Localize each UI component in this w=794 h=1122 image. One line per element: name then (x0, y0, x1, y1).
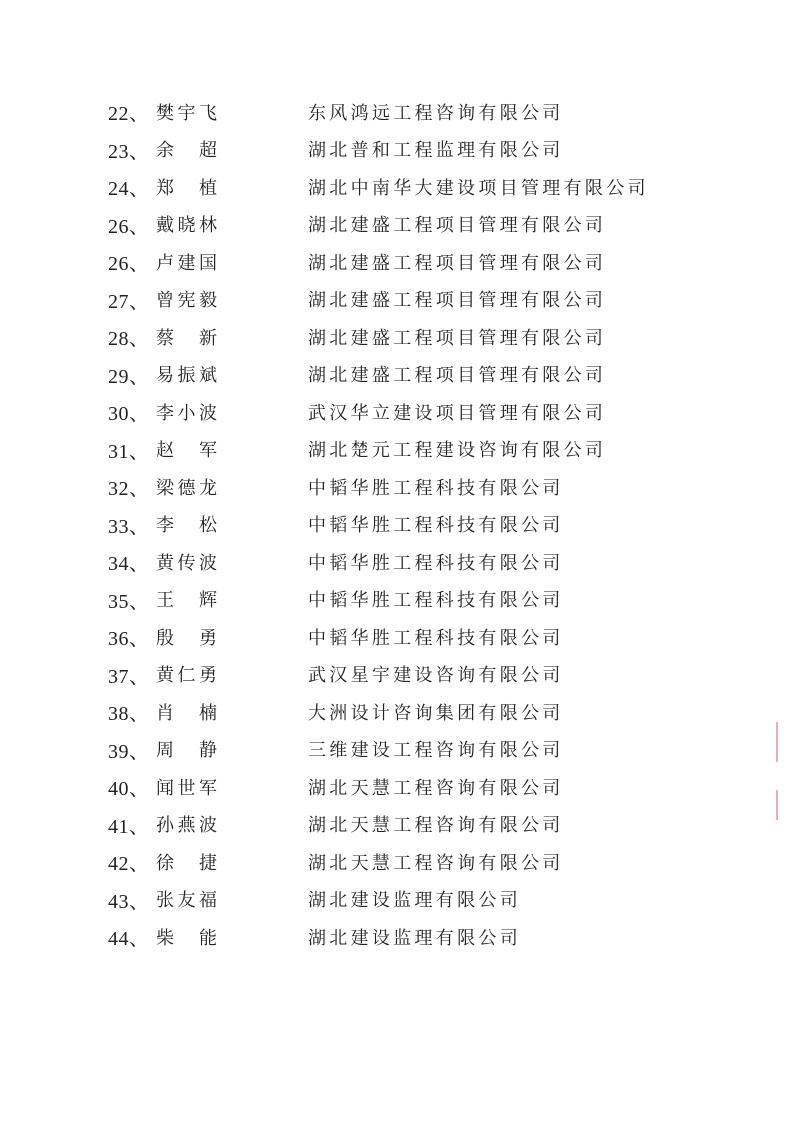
name-character: 世 (177, 777, 197, 799)
person-name (156, 924, 218, 950)
entry-number: 24、 (108, 178, 150, 201)
organization-name: 湖北建盛工程项目管理有限公司 (308, 252, 607, 274)
organization-name: 湖北天慧工程咨询有限公司 (308, 777, 564, 799)
organization-name: 武汉星宇建设咨询有限公司 (308, 665, 564, 687)
list-item (108, 318, 649, 356)
list-item (108, 656, 649, 694)
personnel-list (108, 93, 649, 956)
name-character: 小 (177, 402, 197, 424)
name-character: 戴 (156, 215, 175, 237)
list-item (108, 243, 649, 281)
name-character: 周 (156, 740, 175, 762)
organization-name: 湖北建设监理有限公司 (308, 927, 521, 949)
person-name (156, 474, 218, 500)
entry-number: 43、 (108, 890, 150, 913)
scan-edge-mark (776, 722, 778, 762)
name-character: 樊 (156, 102, 175, 124)
name-character: 梁 (156, 477, 175, 499)
name-character: 辉 (199, 590, 218, 612)
entry-number: 33、 (108, 515, 150, 538)
name-character: 友 (177, 890, 197, 912)
name-character: 国 (199, 252, 218, 274)
person-name (156, 361, 218, 387)
entry-number: 44、 (108, 928, 150, 951)
name-character: 黄 (156, 665, 175, 687)
person-name (156, 624, 218, 650)
name-character: 斌 (199, 365, 218, 387)
name-character: 曾 (156, 290, 175, 312)
list-item (108, 581, 649, 619)
name-character: 易 (156, 365, 175, 387)
entry-number: 31、 (108, 440, 150, 463)
entry-number: 37、 (108, 665, 150, 688)
organization-name: 湖北楚元工程建设咨询有限公司 (308, 440, 607, 462)
person-name (156, 324, 218, 350)
person-name (156, 211, 218, 237)
person-name (156, 436, 218, 462)
name-character: 捷 (199, 852, 218, 874)
organization-name: 中韬华胜工程科技有限公司 (308, 477, 564, 499)
entry-number: 29、 (108, 365, 150, 388)
person-name (156, 661, 218, 687)
organization-name: 湖北建设监理有限公司 (308, 890, 521, 912)
name-character: 肖 (156, 702, 175, 724)
list-item (108, 131, 649, 169)
organization-name: 中韬华胜工程科技有限公司 (308, 590, 564, 612)
list-item (108, 881, 649, 919)
entry-number: 38、 (108, 703, 150, 726)
name-character: 徐 (156, 852, 175, 874)
person-name (156, 886, 218, 912)
person-name (156, 99, 218, 125)
person-name (156, 249, 218, 275)
name-character: 军 (199, 777, 218, 799)
name-character: 波 (199, 402, 218, 424)
name-character: 振 (177, 365, 197, 387)
scan-edge-mark (776, 790, 778, 820)
person-name (156, 811, 218, 837)
name-character: 静 (199, 740, 218, 762)
organization-name: 湖北建盛工程项目管理有限公司 (308, 365, 607, 387)
list-item (108, 356, 649, 394)
list-item (108, 506, 649, 544)
name-character: 波 (199, 815, 218, 837)
organization-name: 湖北中南华大建设项目管理有限公司 (308, 177, 649, 199)
name-character: 黄 (156, 552, 175, 574)
name-character: 闻 (156, 777, 175, 799)
name-character: 毅 (199, 290, 218, 312)
name-character: 德 (177, 477, 197, 499)
list-item (108, 618, 649, 656)
person-name (156, 399, 218, 425)
list-item (108, 806, 649, 844)
entry-number: 42、 (108, 853, 150, 876)
name-character: 柴 (156, 927, 175, 949)
name-character: 林 (199, 215, 218, 237)
name-character: 超 (199, 140, 218, 162)
list-item (108, 393, 649, 431)
name-character: 宪 (177, 290, 197, 312)
entry-number: 35、 (108, 590, 150, 613)
organization-name: 武汉华立建设项目管理有限公司 (308, 402, 607, 424)
organization-name: 中韬华胜工程科技有限公司 (308, 627, 564, 649)
organization-name: 湖北建盛工程项目管理有限公司 (308, 327, 607, 349)
entry-number: 32、 (108, 478, 150, 501)
name-character: 松 (199, 515, 218, 537)
organization-name: 东风鸿远工程咨询有限公司 (308, 102, 564, 124)
name-character: 卢 (156, 252, 175, 274)
name-character: 楠 (199, 702, 218, 724)
name-character: 蔡 (156, 327, 175, 349)
entry-number: 39、 (108, 740, 150, 763)
list-item (108, 918, 649, 956)
organization-name: 大洲设计咨询集团有限公司 (308, 702, 564, 724)
person-name (156, 849, 218, 875)
name-character: 能 (199, 927, 218, 949)
organization-name: 湖北普和工程监理有限公司 (308, 140, 564, 162)
name-character: 仁 (177, 665, 197, 687)
name-character: 建 (177, 252, 197, 274)
name-character: 余 (156, 140, 175, 162)
person-name (156, 136, 218, 162)
organization-name: 中韬华胜工程科技有限公司 (308, 552, 564, 574)
name-character: 赵 (156, 440, 175, 462)
name-character: 传 (177, 552, 197, 574)
name-character: 植 (199, 177, 218, 199)
list-item (108, 468, 649, 506)
name-character: 波 (199, 552, 218, 574)
entry-number: 36、 (108, 628, 150, 651)
entry-number: 40、 (108, 778, 150, 801)
person-name (156, 586, 218, 612)
organization-name: 湖北建盛工程项目管理有限公司 (308, 290, 607, 312)
name-character: 燕 (177, 815, 197, 837)
list-item (108, 168, 649, 206)
list-item (108, 206, 649, 244)
name-character: 晓 (177, 215, 197, 237)
list-item (108, 431, 649, 469)
list-item (108, 93, 649, 131)
person-name (156, 511, 218, 537)
name-character: 勇 (199, 627, 218, 649)
name-character: 新 (199, 327, 218, 349)
name-character: 勇 (199, 665, 218, 687)
entry-number: 30、 (108, 403, 150, 426)
name-character: 殷 (156, 627, 175, 649)
entry-number: 26、 (108, 215, 150, 238)
name-character: 郑 (156, 177, 175, 199)
organization-name: 湖北天慧工程咨询有限公司 (308, 815, 564, 837)
entry-number: 34、 (108, 553, 150, 576)
list-item (108, 281, 649, 319)
person-name (156, 174, 218, 200)
organization-name: 中韬华胜工程科技有限公司 (308, 515, 564, 537)
name-character: 孙 (156, 815, 175, 837)
entry-number: 22、 (108, 103, 150, 126)
name-character: 军 (199, 440, 218, 462)
list-item (108, 768, 649, 806)
person-name (156, 286, 218, 312)
name-character: 宇 (177, 102, 197, 124)
organization-name: 湖北建盛工程项目管理有限公司 (308, 215, 607, 237)
organization-name: 三维建设工程咨询有限公司 (308, 740, 564, 762)
list-item (108, 843, 649, 881)
name-character: 龙 (199, 477, 218, 499)
list-item (108, 543, 649, 581)
entry-number: 26、 (108, 253, 150, 276)
organization-name: 湖北天慧工程咨询有限公司 (308, 852, 564, 874)
name-character: 张 (156, 890, 175, 912)
name-character: 飞 (199, 102, 218, 124)
name-character: 李 (156, 515, 175, 537)
person-name (156, 736, 218, 762)
entry-number: 27、 (108, 290, 150, 313)
person-name (156, 774, 218, 800)
entry-number: 41、 (108, 815, 150, 838)
list-item (108, 731, 649, 769)
person-name (156, 549, 218, 575)
list-item (108, 693, 649, 731)
name-character: 福 (199, 890, 218, 912)
entry-number: 28、 (108, 328, 150, 351)
entry-number: 23、 (108, 140, 150, 163)
person-name (156, 699, 218, 725)
name-character: 王 (156, 590, 175, 612)
name-character: 李 (156, 402, 175, 424)
